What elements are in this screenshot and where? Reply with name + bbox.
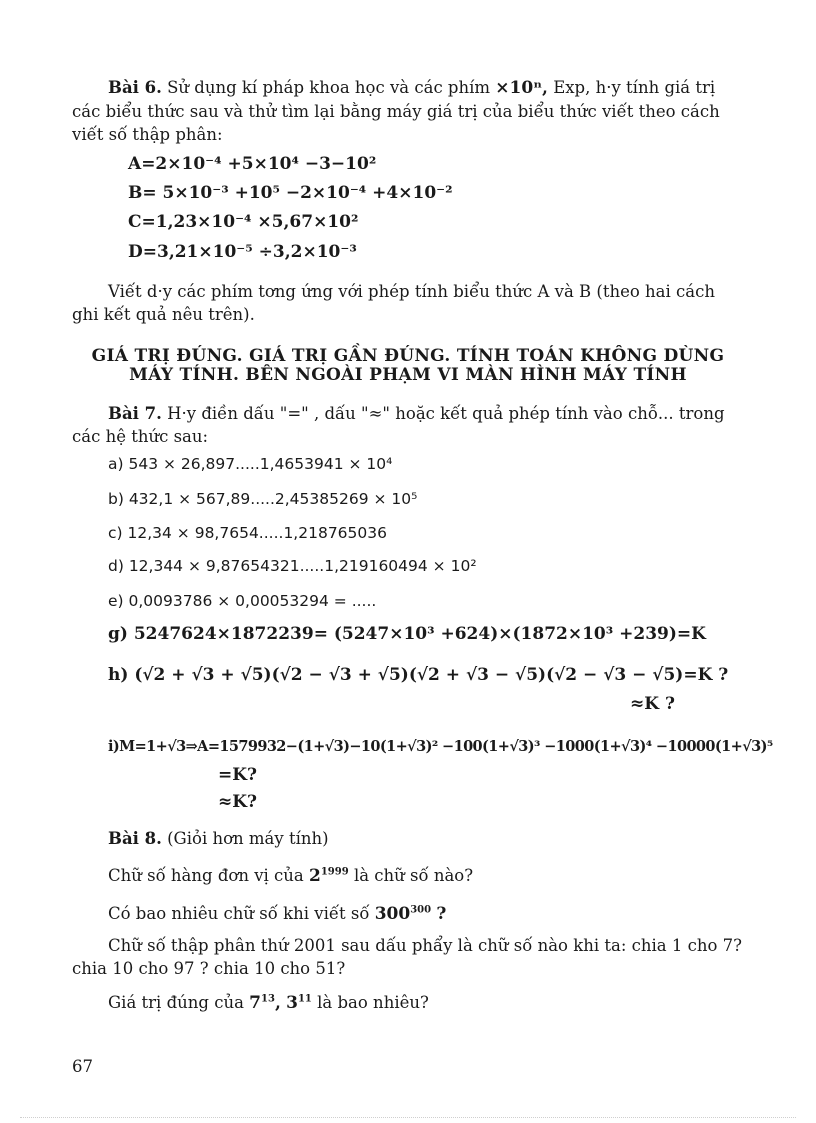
bai8-question3-line2: chia 10 cho 97 ? chia 10 cho 51? (72, 959, 346, 978)
q1-power (309, 866, 349, 886)
bai7-line1 (108, 404, 725, 423)
equation-d: D=3,21×10⁻⁵ ÷3,2×10⁻³ (128, 242, 357, 262)
bai6-label: Bài 6. (108, 78, 162, 97)
q2-text: Có bao nhiêu chữ số khi viết số (108, 904, 370, 923)
equation-a: A=2×10⁻⁴ +5×10⁴ −3−10² (128, 154, 377, 174)
page-bottom-divider (20, 1117, 796, 1118)
q4-b-base: 3 (286, 993, 298, 1013)
q4-a-base: 7 (249, 993, 262, 1013)
q2-exp: 300 (410, 904, 432, 916)
item-i: i)M=1+√3⇒A=1579932−(1+√3)−10(1+√3)² −100(1+√3)³ −1000(1+√3)⁴ −10000(1+√3)⁵ (108, 738, 773, 755)
bai6-text: Sử dụng kí pháp khoa học và các phím (167, 78, 491, 97)
section-heading-line1: GIÁ TRỊ ĐÚNG. GIÁ TRỊ GẦN ĐÚNG. TÍNH TOÁN KHÔNG DÙNG (91, 346, 725, 366)
q1-exp: 1999 (320, 866, 349, 878)
bai8-question3-line1: Chữ số thập phân thứ 2001 sau dấu phẩy là chữ số nào khi ta: chia 1 cho 7? (108, 936, 743, 955)
item-b: b) 432,1 × 567,89.....2,45385269 × 10⁵ (108, 490, 418, 508)
item-g: g) 5247624×1872239= (5247×10³ +624)×(1872×10³ +239)=K (108, 624, 706, 644)
item-d: d) 12,344 × 9,87654321.....1,219160494 × 10² (108, 557, 477, 575)
equation-c: C=1,23×10⁻⁴ ×5,67×10² (128, 212, 359, 232)
item-e: e) 0,0093786 × 0,00053294 = ..... (108, 592, 377, 610)
q1-base: 2 (309, 866, 321, 886)
q4-a-exp: 13 (261, 993, 275, 1005)
bai6-line2: các biểu thức sau và thử tìm lại bằng máy giá trị của biểu thức viết theo cách (72, 102, 720, 121)
bai8-question2 (108, 904, 446, 924)
q4-text: Giá trị đúng của (108, 993, 244, 1012)
bai8-title-line (108, 829, 329, 848)
bai8-question4 (108, 993, 429, 1013)
bai6-text-end: Exp, h·y tính giá trị (553, 78, 716, 97)
item-i-eq: =K? (218, 765, 257, 785)
q2-base: 300 (374, 904, 411, 924)
bai6-note-line1: Viết d·y các phím tơng ứng với phép tính biểu thức A và B (theo hai cách (108, 282, 715, 301)
q4-power-a (249, 993, 275, 1013)
bai8-label: Bài 8. (108, 829, 162, 848)
item-h-approx: ≈K ? (630, 694, 675, 714)
bai8-question1 (108, 866, 473, 886)
q4-text-end: là bao nhiêu? (317, 993, 429, 1012)
item-h: h) (√2 + √3 + √5)(√2 − √3 + √5)(√2 + √3 − √5)(√2 − √3 − √5)=K ? (108, 665, 729, 685)
q4-separator: , (274, 993, 281, 1013)
bai7-label: Bài 7. (108, 404, 162, 423)
bai6-key: ×10ⁿ, (495, 78, 548, 98)
item-a: a) 543 × 26,897.....1,4653941 × 10⁴ (108, 455, 393, 473)
bai6-line1 (108, 78, 715, 98)
q4-power-b (286, 993, 312, 1013)
equation-b: B= 5×10⁻³ +10⁵ −2×10⁻⁴ +4×10⁻² (128, 183, 453, 203)
bai6-line3: viết số thập phân: (72, 125, 223, 144)
bai7-line2: các hệ thức sau: (72, 427, 209, 446)
q2-text-end: ? (436, 904, 447, 924)
q1-text: Chữ số hàng đơn vị của (108, 866, 304, 885)
bai7-text: H·y điền dấu "=" , dấu "≈" hoặc kết quả phép tính vào chỗ... trong (167, 404, 725, 423)
item-c: c) 12,34 × 98,7654.....1,218765036 (108, 524, 387, 542)
item-i-approx: ≈K? (218, 792, 257, 812)
q2-power (375, 904, 431, 924)
q4-b-exp: 11 (297, 993, 312, 1005)
q1-text-end: là chữ số nào? (353, 866, 474, 885)
page-number: 67 (72, 1057, 93, 1076)
section-heading-line2: MÁY TÍNH. BÊN NGOÀI PHẠM VI MÀN HÌNH MÁY TÍNH (129, 365, 687, 385)
bai8-title: (Giỏi hơn máy tính) (167, 829, 329, 848)
bai6-note-line2: ghi kết quả nêu trên). (72, 305, 255, 324)
